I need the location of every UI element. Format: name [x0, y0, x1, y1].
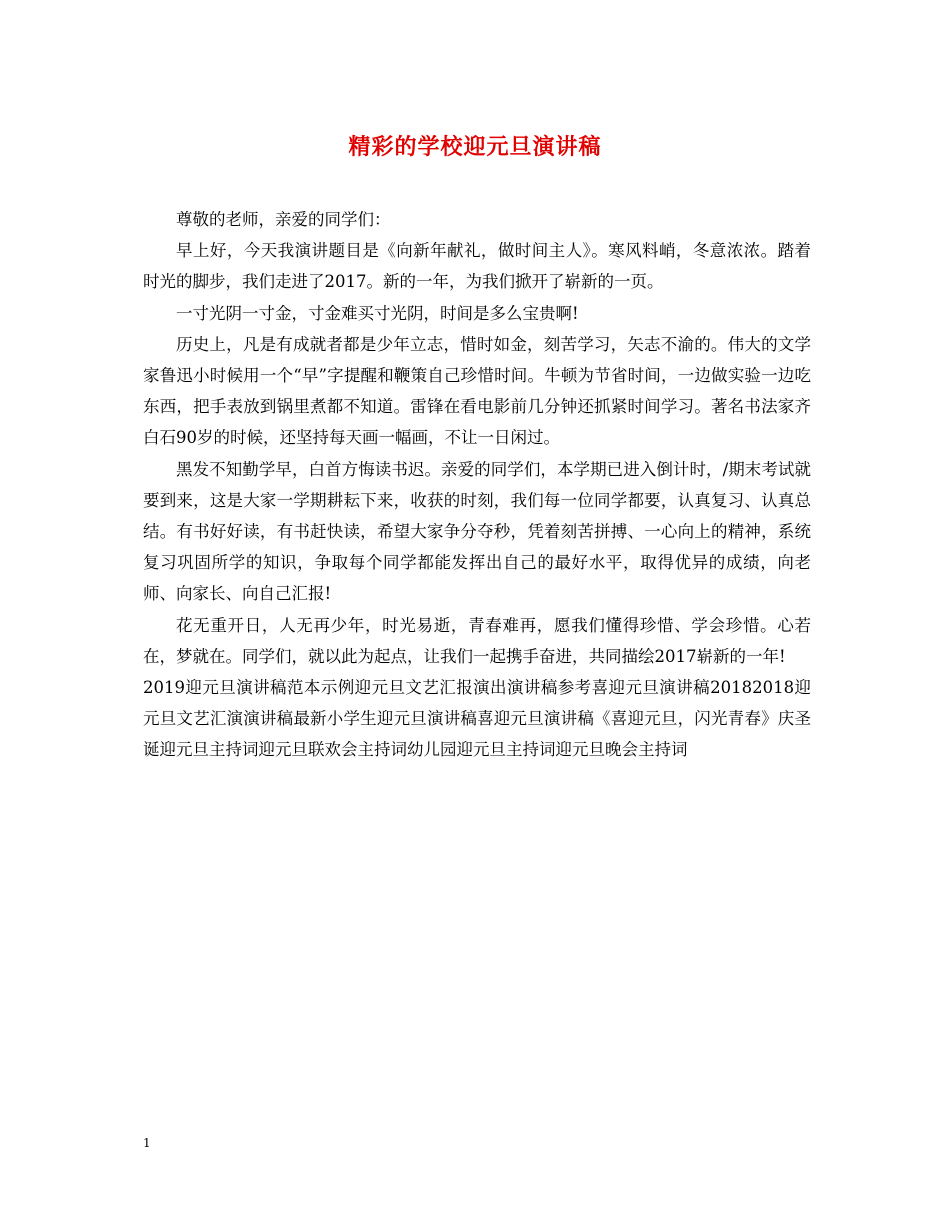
document-title: 精彩的学校迎元旦演讲稿: [348, 134, 602, 160]
document-body: [143, 204, 811, 766]
paragraph: 早上好，今天我演讲题目是《向新年献礼，做时间主人》。寒风料峭，冬意浓浓。踏着时光的脚步，我们走进了2017。新的一年，为我们掀开了崭新的一页。: [143, 241, 811, 292]
related-links[interactable]: 2019迎元旦演讲稿范本示例迎元旦文艺汇报演出演讲稿参考喜迎元旦演讲稿20182018迎元旦文艺汇演演讲稿最新小学生迎元旦演讲稿喜迎元旦演讲稿《喜迎元旦，闪光青春》庆圣诞迎元旦主持词迎元旦联欢会主持词幼儿园迎元旦主持词迎元旦晚会主持词: [143, 678, 811, 760]
page-number: 1: [143, 1136, 151, 1150]
paragraph: 黑发不知勤学早，白首方悔读书迟。亲爱的同学们，本学期已进入倒计时，/期末考试就要到来，这是大家一学期耕耘下来，收获的时刻，我们每一位同学都要，认真复习、认真总结。有书好好读，有书赶快读，希望大家争分夺秒，凭着刻苦拼搏、一心向上的精神，系统复习巩固所学的知识，争取每个同学都能发挥出自己的最好水平，取得优异的成绩，向老师、向家长、向自己汇报!: [143, 459, 811, 604]
paragraph: 花无重开日，人无再少年，时光易逝，青春难再，愿我们懂得珍惜、学会珍惜。心若在，梦就在。同学们，就以此为起点，让我们一起携手奋进，共同描绘2017崭新的一年!: [143, 615, 811, 666]
paragraph-greeting: 尊敬的老师，亲爱的同学们：: [176, 210, 391, 229]
paragraph: 历史上，凡是有成就者都是少年立志，惜时如金，刻苦学习，矢志不渝的。伟大的文学家鲁迅小时候用一个“早”字提醒和鞭策自己珍惜时间。牛顿为节省时间，一边做实验一边吃东西，把手表放到锅里煮都不知道。雷锋在看电影前几分钟还抓紧时间学习。著名书法家齐白石90岁的时候，还坚持每天画一幅画，不让一日闲过。: [143, 334, 811, 448]
paragraph: 一寸光阴一寸金，寸金难买寸光阴，时间是多么宝贵啊!: [176, 303, 579, 323]
